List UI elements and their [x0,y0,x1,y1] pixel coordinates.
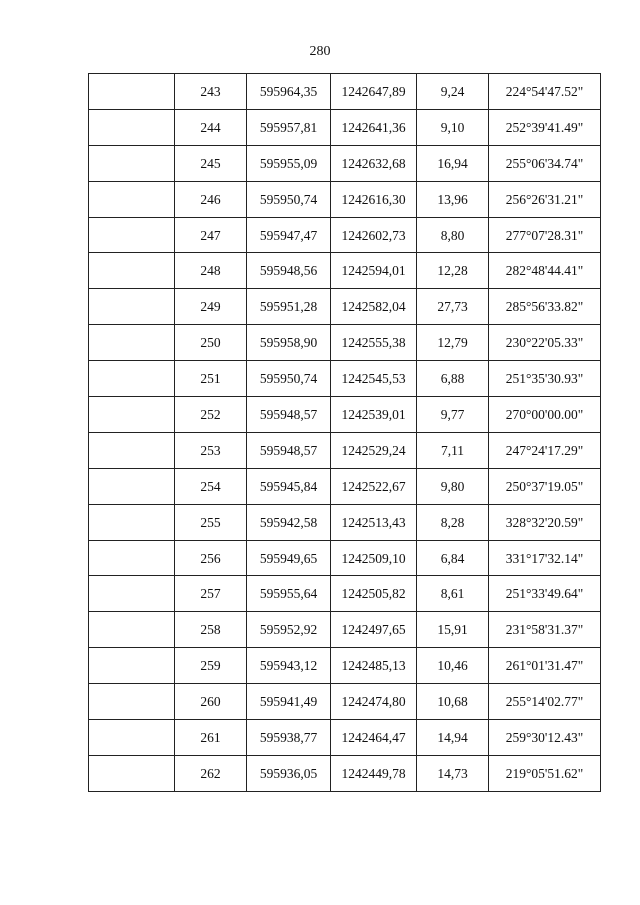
point-number-cell: 256 [175,540,247,576]
distance-cell: 9,24 [417,74,489,110]
bearing-cell: 219°05'51.62" [489,755,601,791]
bearing-cell: 259°30'12.43" [489,720,601,756]
distance-cell: 27,73 [417,289,489,325]
empty-cell [89,432,175,468]
empty-cell [89,109,175,145]
distance-cell: 9,10 [417,109,489,145]
y-coordinate-cell: 1242647,89 [331,74,417,110]
point-number-cell: 249 [175,289,247,325]
y-coordinate-cell: 1242632,68 [331,145,417,181]
x-coordinate-cell: 595957,81 [247,109,331,145]
point-number-cell: 248 [175,253,247,289]
point-number-cell: 251 [175,361,247,397]
y-coordinate-cell: 1242497,65 [331,612,417,648]
table-row [89,217,601,253]
table-row [89,684,601,720]
point-number-cell: 255 [175,504,247,540]
bearing-cell: 328°32'20.59" [489,504,601,540]
x-coordinate-cell: 595949,65 [247,540,331,576]
table-row [89,576,601,612]
table-row [89,504,601,540]
x-coordinate-cell: 595938,77 [247,720,331,756]
table-row [89,145,601,181]
point-number-cell: 243 [175,74,247,110]
distance-cell: 10,68 [417,684,489,720]
distance-cell: 10,46 [417,648,489,684]
bearing-cell: 261°01'31.47" [489,648,601,684]
y-coordinate-cell: 1242449,78 [331,755,417,791]
distance-cell: 8,28 [417,504,489,540]
x-coordinate-cell: 595950,74 [247,361,331,397]
empty-cell [89,612,175,648]
table-row [89,109,601,145]
y-coordinate-cell: 1242505,82 [331,576,417,612]
x-coordinate-cell: 595950,74 [247,181,331,217]
x-coordinate-cell: 595948,56 [247,253,331,289]
x-coordinate-cell: 595943,12 [247,648,331,684]
bearing-cell: 270°00'00.00" [489,397,601,433]
x-coordinate-cell: 595951,28 [247,289,331,325]
bearing-cell: 285°56'33.82" [489,289,601,325]
y-coordinate-cell: 1242474,80 [331,684,417,720]
empty-cell [89,325,175,361]
coordinates-table-body [89,74,601,792]
bearing-cell: 224°54'47.52" [489,74,601,110]
distance-cell: 9,80 [417,468,489,504]
x-coordinate-cell: 595947,47 [247,217,331,253]
distance-cell: 16,94 [417,145,489,181]
point-number-cell: 247 [175,217,247,253]
y-coordinate-cell: 1242582,04 [331,289,417,325]
y-coordinate-cell: 1242485,13 [331,648,417,684]
empty-cell [89,217,175,253]
bearing-cell: 255°14'02.77" [489,684,601,720]
point-number-cell: 257 [175,576,247,612]
bearing-cell: 230°22'05.33" [489,325,601,361]
distance-cell: 6,84 [417,540,489,576]
bearing-cell: 251°35'30.93" [489,361,601,397]
x-coordinate-cell: 595964,35 [247,74,331,110]
empty-cell [89,397,175,433]
distance-cell: 8,80 [417,217,489,253]
x-coordinate-cell: 595958,90 [247,325,331,361]
y-coordinate-cell: 1242555,38 [331,325,417,361]
point-number-cell: 254 [175,468,247,504]
distance-cell: 14,94 [417,720,489,756]
empty-cell [89,755,175,791]
bearing-cell: 250°37'19.05" [489,468,601,504]
table-row [89,397,601,433]
table-row [89,253,601,289]
y-coordinate-cell: 1242539,01 [331,397,417,433]
empty-cell [89,253,175,289]
bearing-cell: 252°39'41.49" [489,109,601,145]
x-coordinate-cell: 595952,92 [247,612,331,648]
point-number-cell: 245 [175,145,247,181]
distance-cell: 15,91 [417,612,489,648]
point-number-cell: 250 [175,325,247,361]
distance-cell: 12,79 [417,325,489,361]
table-row [89,612,601,648]
table-row [89,540,601,576]
x-coordinate-cell: 595942,58 [247,504,331,540]
point-number-cell: 258 [175,612,247,648]
empty-cell [89,74,175,110]
y-coordinate-cell: 1242641,36 [331,109,417,145]
bearing-cell: 251°33'49.64" [489,576,601,612]
distance-cell: 6,88 [417,361,489,397]
x-coordinate-cell: 595948,57 [247,397,331,433]
y-coordinate-cell: 1242464,47 [331,720,417,756]
empty-cell [89,576,175,612]
table-row [89,432,601,468]
table-row [89,361,601,397]
bearing-cell: 231°58'31.37" [489,612,601,648]
empty-cell [89,504,175,540]
distance-cell: 9,77 [417,397,489,433]
y-coordinate-cell: 1242545,53 [331,361,417,397]
x-coordinate-cell: 595955,09 [247,145,331,181]
table-row [89,755,601,791]
point-number-cell: 260 [175,684,247,720]
bearing-cell: 247°24'17.29" [489,432,601,468]
table-row [89,74,601,110]
table-row [89,289,601,325]
point-number-cell: 253 [175,432,247,468]
point-number-cell: 262 [175,755,247,791]
x-coordinate-cell: 595955,64 [247,576,331,612]
table-row [89,181,601,217]
x-coordinate-cell: 595941,49 [247,684,331,720]
x-coordinate-cell: 595948,57 [247,432,331,468]
point-number-cell: 252 [175,397,247,433]
empty-cell [89,684,175,720]
distance-cell: 8,61 [417,576,489,612]
distance-cell: 7,11 [417,432,489,468]
empty-cell [89,468,175,504]
y-coordinate-cell: 1242513,43 [331,504,417,540]
coordinates-table [88,73,601,792]
point-number-cell: 261 [175,720,247,756]
empty-cell [89,720,175,756]
distance-cell: 14,73 [417,755,489,791]
bearing-cell: 256°26'31.21" [489,181,601,217]
point-number-cell: 259 [175,648,247,684]
x-coordinate-cell: 595945,84 [247,468,331,504]
distance-cell: 12,28 [417,253,489,289]
empty-cell [89,289,175,325]
page-number: 280 [309,44,331,59]
point-number-cell: 246 [175,181,247,217]
empty-cell [89,648,175,684]
y-coordinate-cell: 1242594,01 [331,253,417,289]
table-row [89,325,601,361]
table-row [89,720,601,756]
x-coordinate-cell: 595936,05 [247,755,331,791]
y-coordinate-cell: 1242509,10 [331,540,417,576]
empty-cell [89,361,175,397]
table-row [89,648,601,684]
y-coordinate-cell: 1242602,73 [331,217,417,253]
bearing-cell: 255°06'34.74" [489,145,601,181]
bearing-cell: 282°48'44.41" [489,253,601,289]
empty-cell [89,181,175,217]
y-coordinate-cell: 1242529,24 [331,432,417,468]
y-coordinate-cell: 1242616,30 [331,181,417,217]
empty-cell [89,145,175,181]
y-coordinate-cell: 1242522,67 [331,468,417,504]
table-row [89,468,601,504]
bearing-cell: 331°17'32.14" [489,540,601,576]
distance-cell: 13,96 [417,181,489,217]
point-number-cell: 244 [175,109,247,145]
empty-cell [89,540,175,576]
bearing-cell: 277°07'28.31" [489,217,601,253]
